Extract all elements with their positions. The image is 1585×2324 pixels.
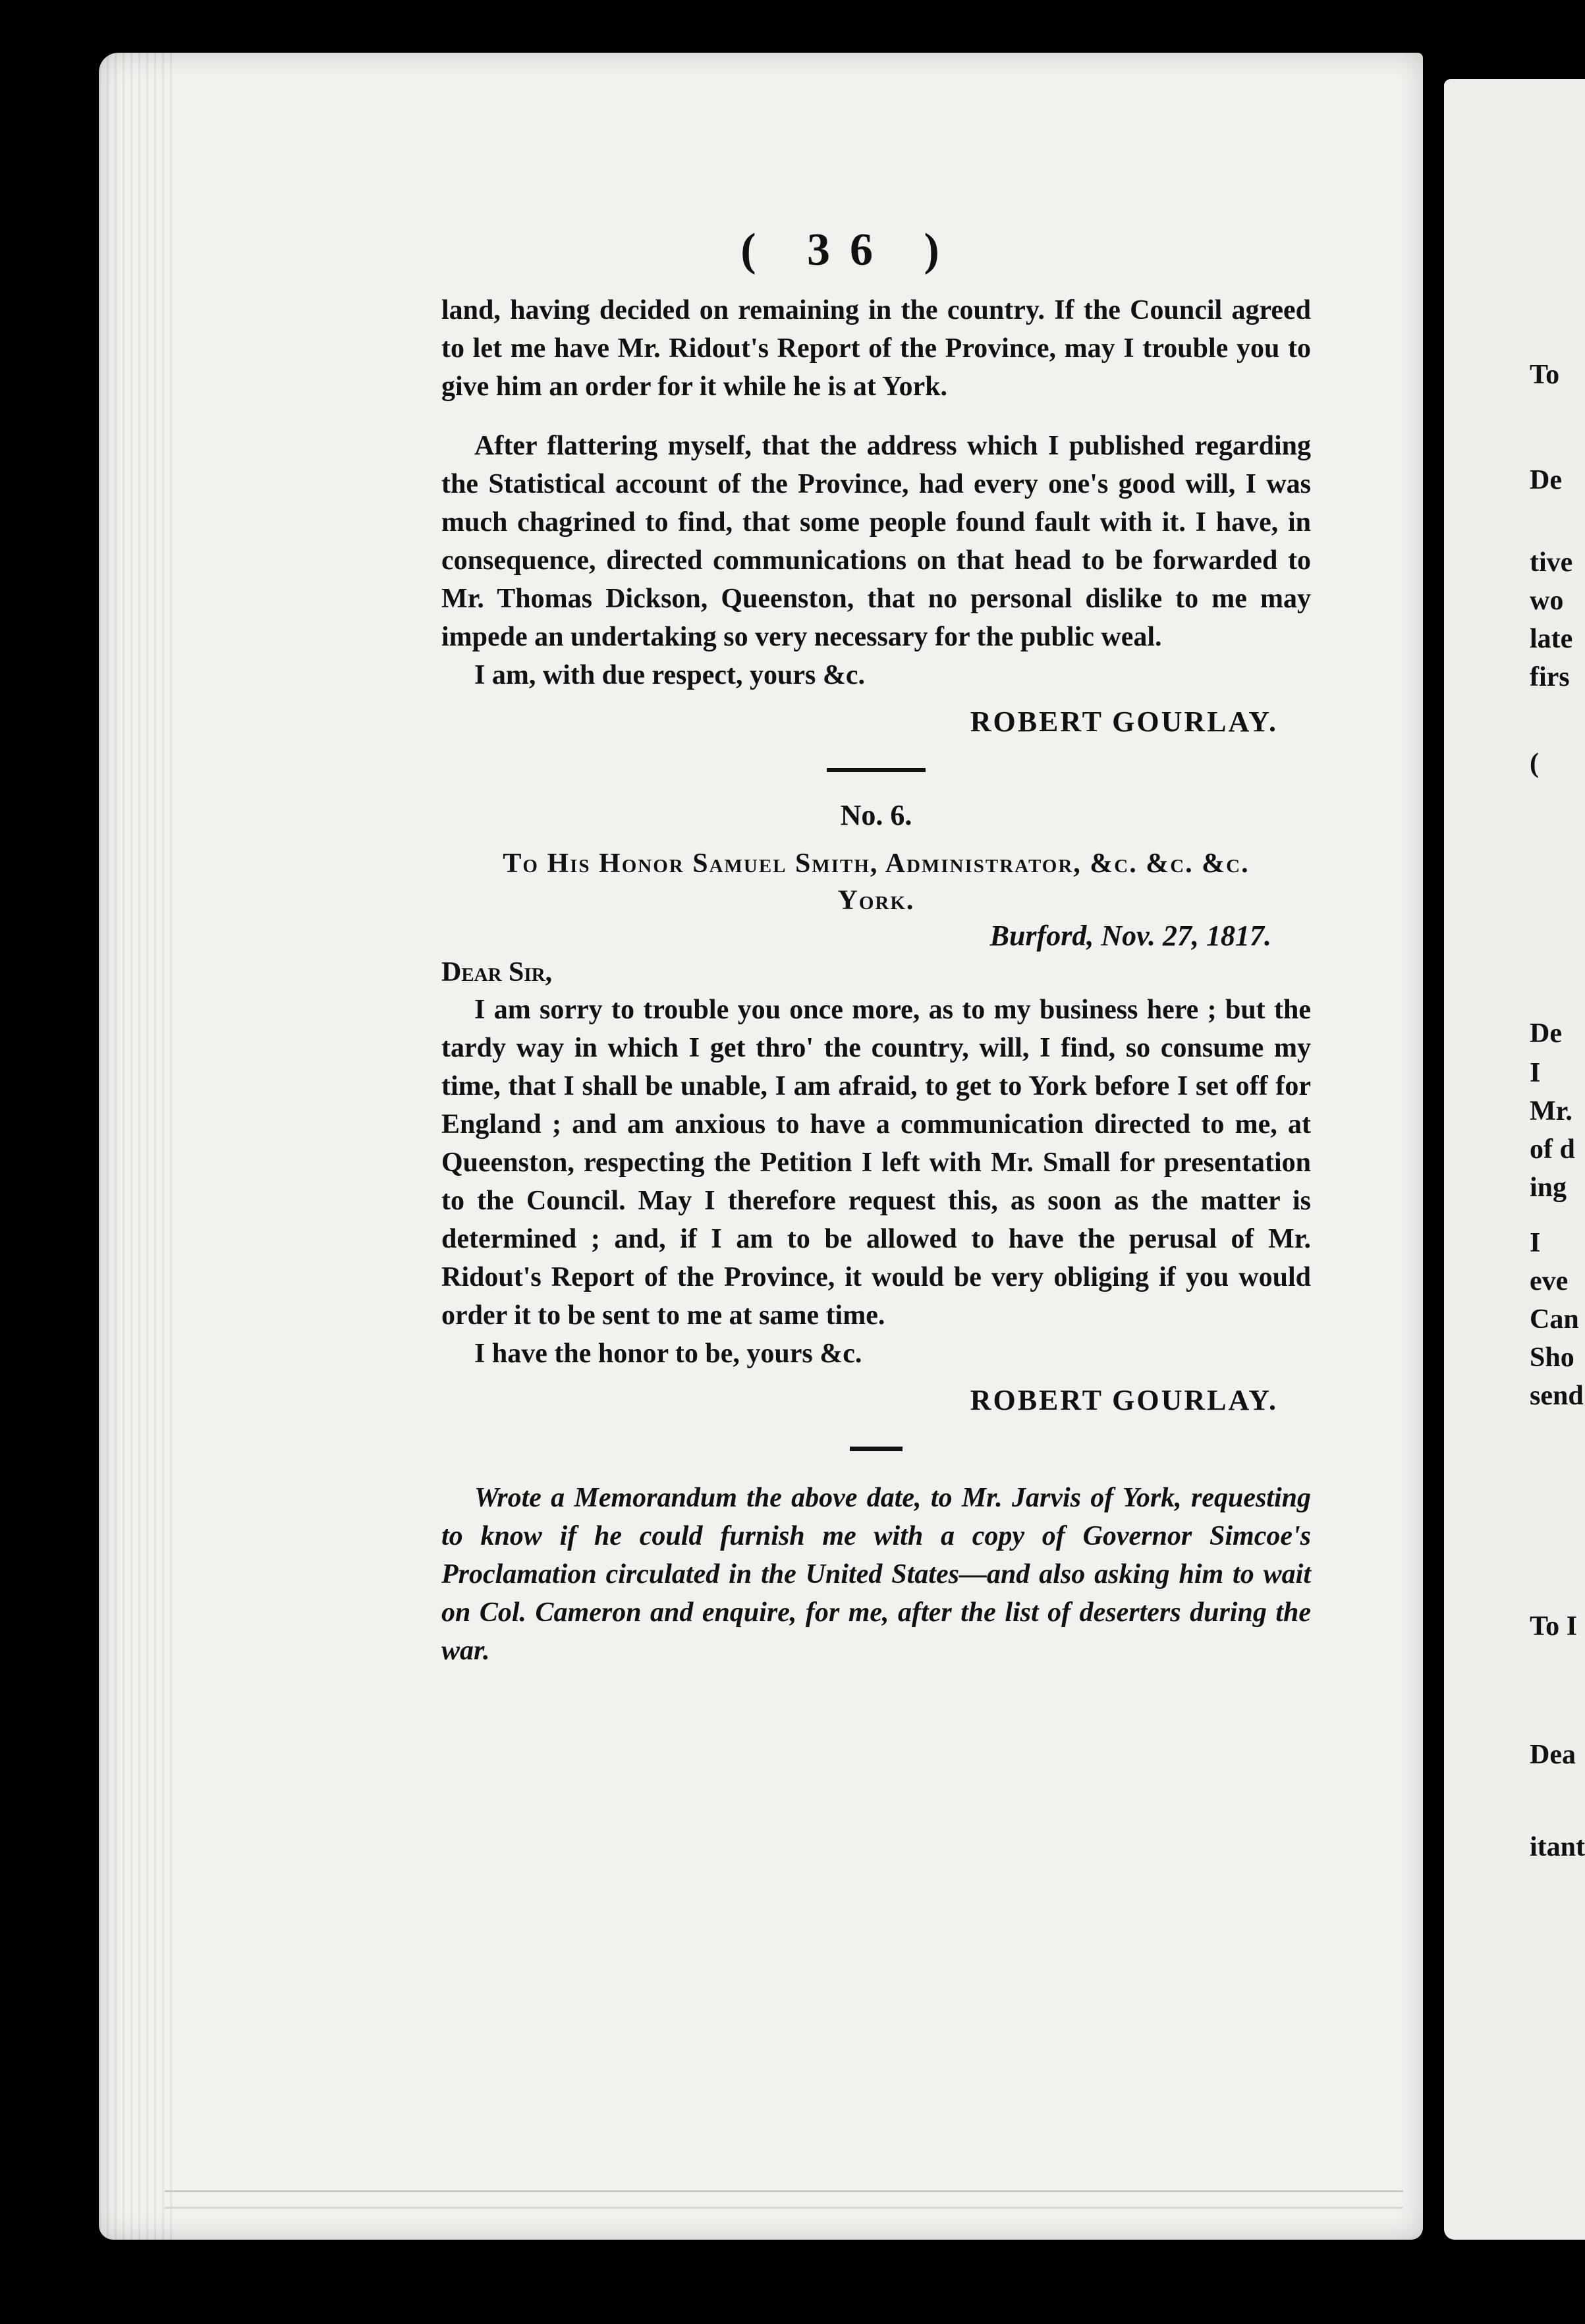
signature: ROBERT GOURLAY. [970,1384,1278,1416]
address-city [441,882,1311,919]
fragment: De [1530,465,1562,495]
book-gutter [1423,53,1444,2240]
fragment: Mr. [1530,1096,1572,1126]
fragment: firs [1530,662,1570,692]
fragment: ing [1530,1173,1567,1203]
city: York. [837,885,915,916]
section-divider [850,1447,903,1451]
memorandum-note: Wrote a Memorandum the above date, to Mr. Jarvis of York, requesting to know if he could furnish me with a copy of Governor Simcoe's Proclamation circulated in the United States—and also asking him to wait on Col. Cameron and enquire, for me, after the list of deserters during the war. [441,1483,1311,1666]
fragment: Dea [1530,1740,1576,1770]
recipient: To His Honor Samuel Smith, Administrator, &c. &c. &c. [503,848,1250,879]
dateline: Burford, Nov. 27, 1817. [989,920,1271,952]
fragment: wo [1530,586,1564,616]
fragment: To I [1530,1611,1578,1642]
signature: ROBERT GOURLAY. [970,706,1278,738]
fragment: Can [1530,1304,1579,1335]
fragment: itant [1530,1832,1585,1862]
salutation: Dear Sir, [441,957,553,987]
fragment: Sho [1530,1342,1574,1373]
fragment: I [1530,1058,1541,1088]
fragment: ( [1530,748,1539,779]
paragraph: After flattering myself, that the address which I published regarding the Statistical account of the Province, had every one's good will, I was much chagrined to find, that some people found fault with it. I have, in consequence, directed communications on that head to be forwarded to Mr. Thomas Dickson, Queenston, that no personal dislike to me may impede an undertaking so very necessary for the public weal. [441,431,1311,652]
page-fold [165,2190,1403,2209]
page-content [441,224,1311,1698]
fragment: De [1530,1018,1562,1049]
letter-number: No. 6. [840,799,912,831]
closing: I have the honor to be, yours &c. [474,1339,862,1369]
address-line [441,845,1311,882]
page-number: ( 36 ) [740,225,959,275]
fragment: send [1530,1381,1584,1411]
fragment: of d [1530,1134,1575,1165]
page-edge [99,53,178,2240]
section-divider [827,768,926,772]
paragraph: land, having decided on remaining in the country. If the Council agreed to let me have Mr. Ridout's Report of the Province, may I trouble you to give him an order for it while he is at York. [441,295,1311,402]
fragment: eve [1530,1266,1569,1296]
paragraph: I am, with due respect, yours &c. [474,660,866,690]
letter-body: I am sorry to trouble you once more, as to my business here ; but the tardy way in which I get thro' the country, will, I find, so consume my time, that I shall be unable, I am afraid, to get to York before I set off for England ; and am anxious to have a communication directed to me, at Queenston, respecting the Petition I left with Mr. Small for presentation to the Council. May I therefore request this, as soon as the matter is determined ; and, if I am to be allowed to have the perusal of Mr. Ridout's Report of the Province, it would be very obliging if you would order it to be sent to me at same time. [441,995,1311,1331]
fragment: late [1530,624,1573,654]
fragment: tive [1530,547,1573,578]
fragment: I [1530,1228,1541,1258]
fragment: To [1530,360,1560,390]
